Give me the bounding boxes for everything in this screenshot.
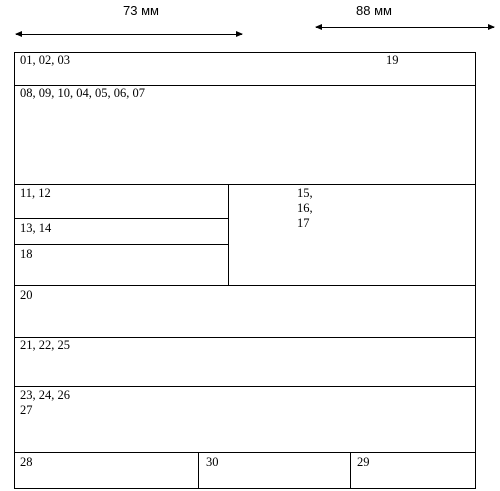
form-layout-frame	[14, 52, 476, 489]
row-divider-5	[14, 337, 476, 338]
field-codes-row1-left: 01, 02, 03	[20, 53, 70, 67]
field-codes-row7-b: 30	[206, 455, 219, 469]
field-codes-row3-right: 15, 16, 17	[297, 186, 313, 230]
field-codes-row4: 20	[20, 288, 33, 302]
row-divider-7	[14, 452, 476, 453]
field-codes-row2: 08, 09, 10, 04, 05, 06, 07	[20, 86, 145, 100]
right-width-dimension-label: 88 мм	[356, 3, 392, 18]
field-codes-row7-a: 28	[20, 455, 33, 469]
field-codes-row5: 21, 22, 25	[20, 338, 70, 352]
left-width-dimension-label: 73 мм	[123, 3, 159, 18]
field-codes-row6: 23, 24, 26 27	[20, 388, 70, 417]
column-divider-row7-a	[198, 452, 199, 489]
field-codes-row7-c: 29	[357, 455, 370, 469]
field-codes-row3-a: 11, 12	[20, 186, 51, 200]
row-divider-2	[14, 184, 476, 185]
left-width-dimension-arrow	[16, 34, 242, 35]
column-divider-row7-b	[350, 452, 351, 489]
row-divider-3b	[14, 244, 228, 245]
field-codes-row3-b: 13, 14	[20, 221, 52, 235]
row-divider-4	[14, 285, 476, 286]
right-width-dimension-arrow	[316, 27, 494, 28]
column-divider-row3	[228, 184, 229, 285]
row-divider-3a	[14, 218, 228, 219]
row-divider-6	[14, 386, 476, 387]
field-codes-row1-right: 19	[386, 53, 399, 67]
field-codes-row3-c: 18	[20, 247, 33, 261]
